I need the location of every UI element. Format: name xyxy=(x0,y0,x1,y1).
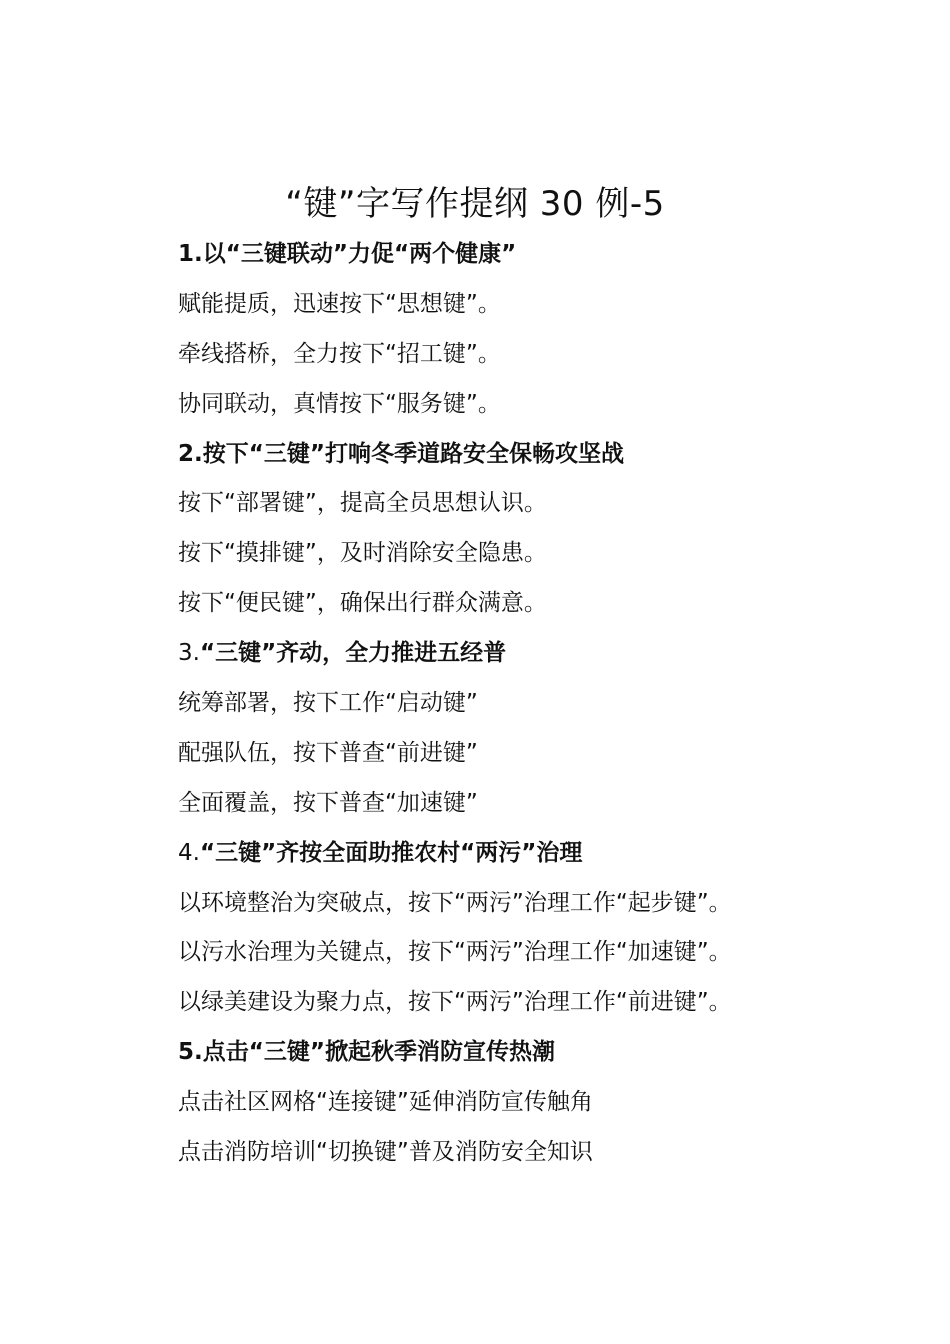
section-item: 点击消防培训“切换键”普及消防安全知识 xyxy=(178,1139,593,1166)
section-item: 点击社区网格“连接键”延伸消防宣传触角 xyxy=(178,1089,593,1116)
section-heading: 2.按下“三键”打响冬季道路安全保畅攻坚战 xyxy=(178,440,624,467)
document-title: “键”字写作提纲 30 例-5 xyxy=(285,184,665,224)
section-item: 按下“摸排键”，及时消除安全隐患。 xyxy=(178,540,547,567)
section-item: 牵线搭桥，全力按下“招工键”。 xyxy=(178,340,501,367)
section-number: 3. xyxy=(178,640,200,667)
section-item: 以绿美建设为聚力点，按下“两污”治理工作“前进键”。 xyxy=(178,989,732,1016)
section-item: 按下“部署键”，提高全员思想认识。 xyxy=(178,490,547,517)
section-item: 配强队伍，按下普查“前进键” xyxy=(178,739,478,766)
document-body xyxy=(178,230,878,1178)
section-heading-text: “三键”齐按全面助推农村“两污”治理 xyxy=(199,839,583,866)
section-number: 4. xyxy=(178,839,200,866)
section-heading xyxy=(178,829,878,879)
section-item: 以环境整治为突破点，按下“两污”治理工作“起步键”。 xyxy=(178,889,732,916)
section-heading: 1.以“三键联动”力促“两个健康” xyxy=(178,241,517,267)
section-heading xyxy=(178,629,878,679)
section-item: 协同联动，真情按下“服务键”。 xyxy=(178,390,501,417)
section-item: 赋能提质，迅速按下“思想键”。 xyxy=(178,290,501,317)
section-heading-text: “三键”齐动，全力推进五经普 xyxy=(199,640,507,667)
section-item: 全面覆盖，按下普查“加速键” xyxy=(178,789,478,816)
section-item: 按下“便民键”，确保出行群众满意。 xyxy=(178,590,547,617)
section-item: 统筹部署，按下工作“启动键” xyxy=(178,690,478,717)
section-heading: 5.点击“三键”掀起秋季消防宣传热潮 xyxy=(178,1039,555,1066)
section-item: 以污水治理为关键点，按下“两污”治理工作“加速键”。 xyxy=(178,939,732,966)
